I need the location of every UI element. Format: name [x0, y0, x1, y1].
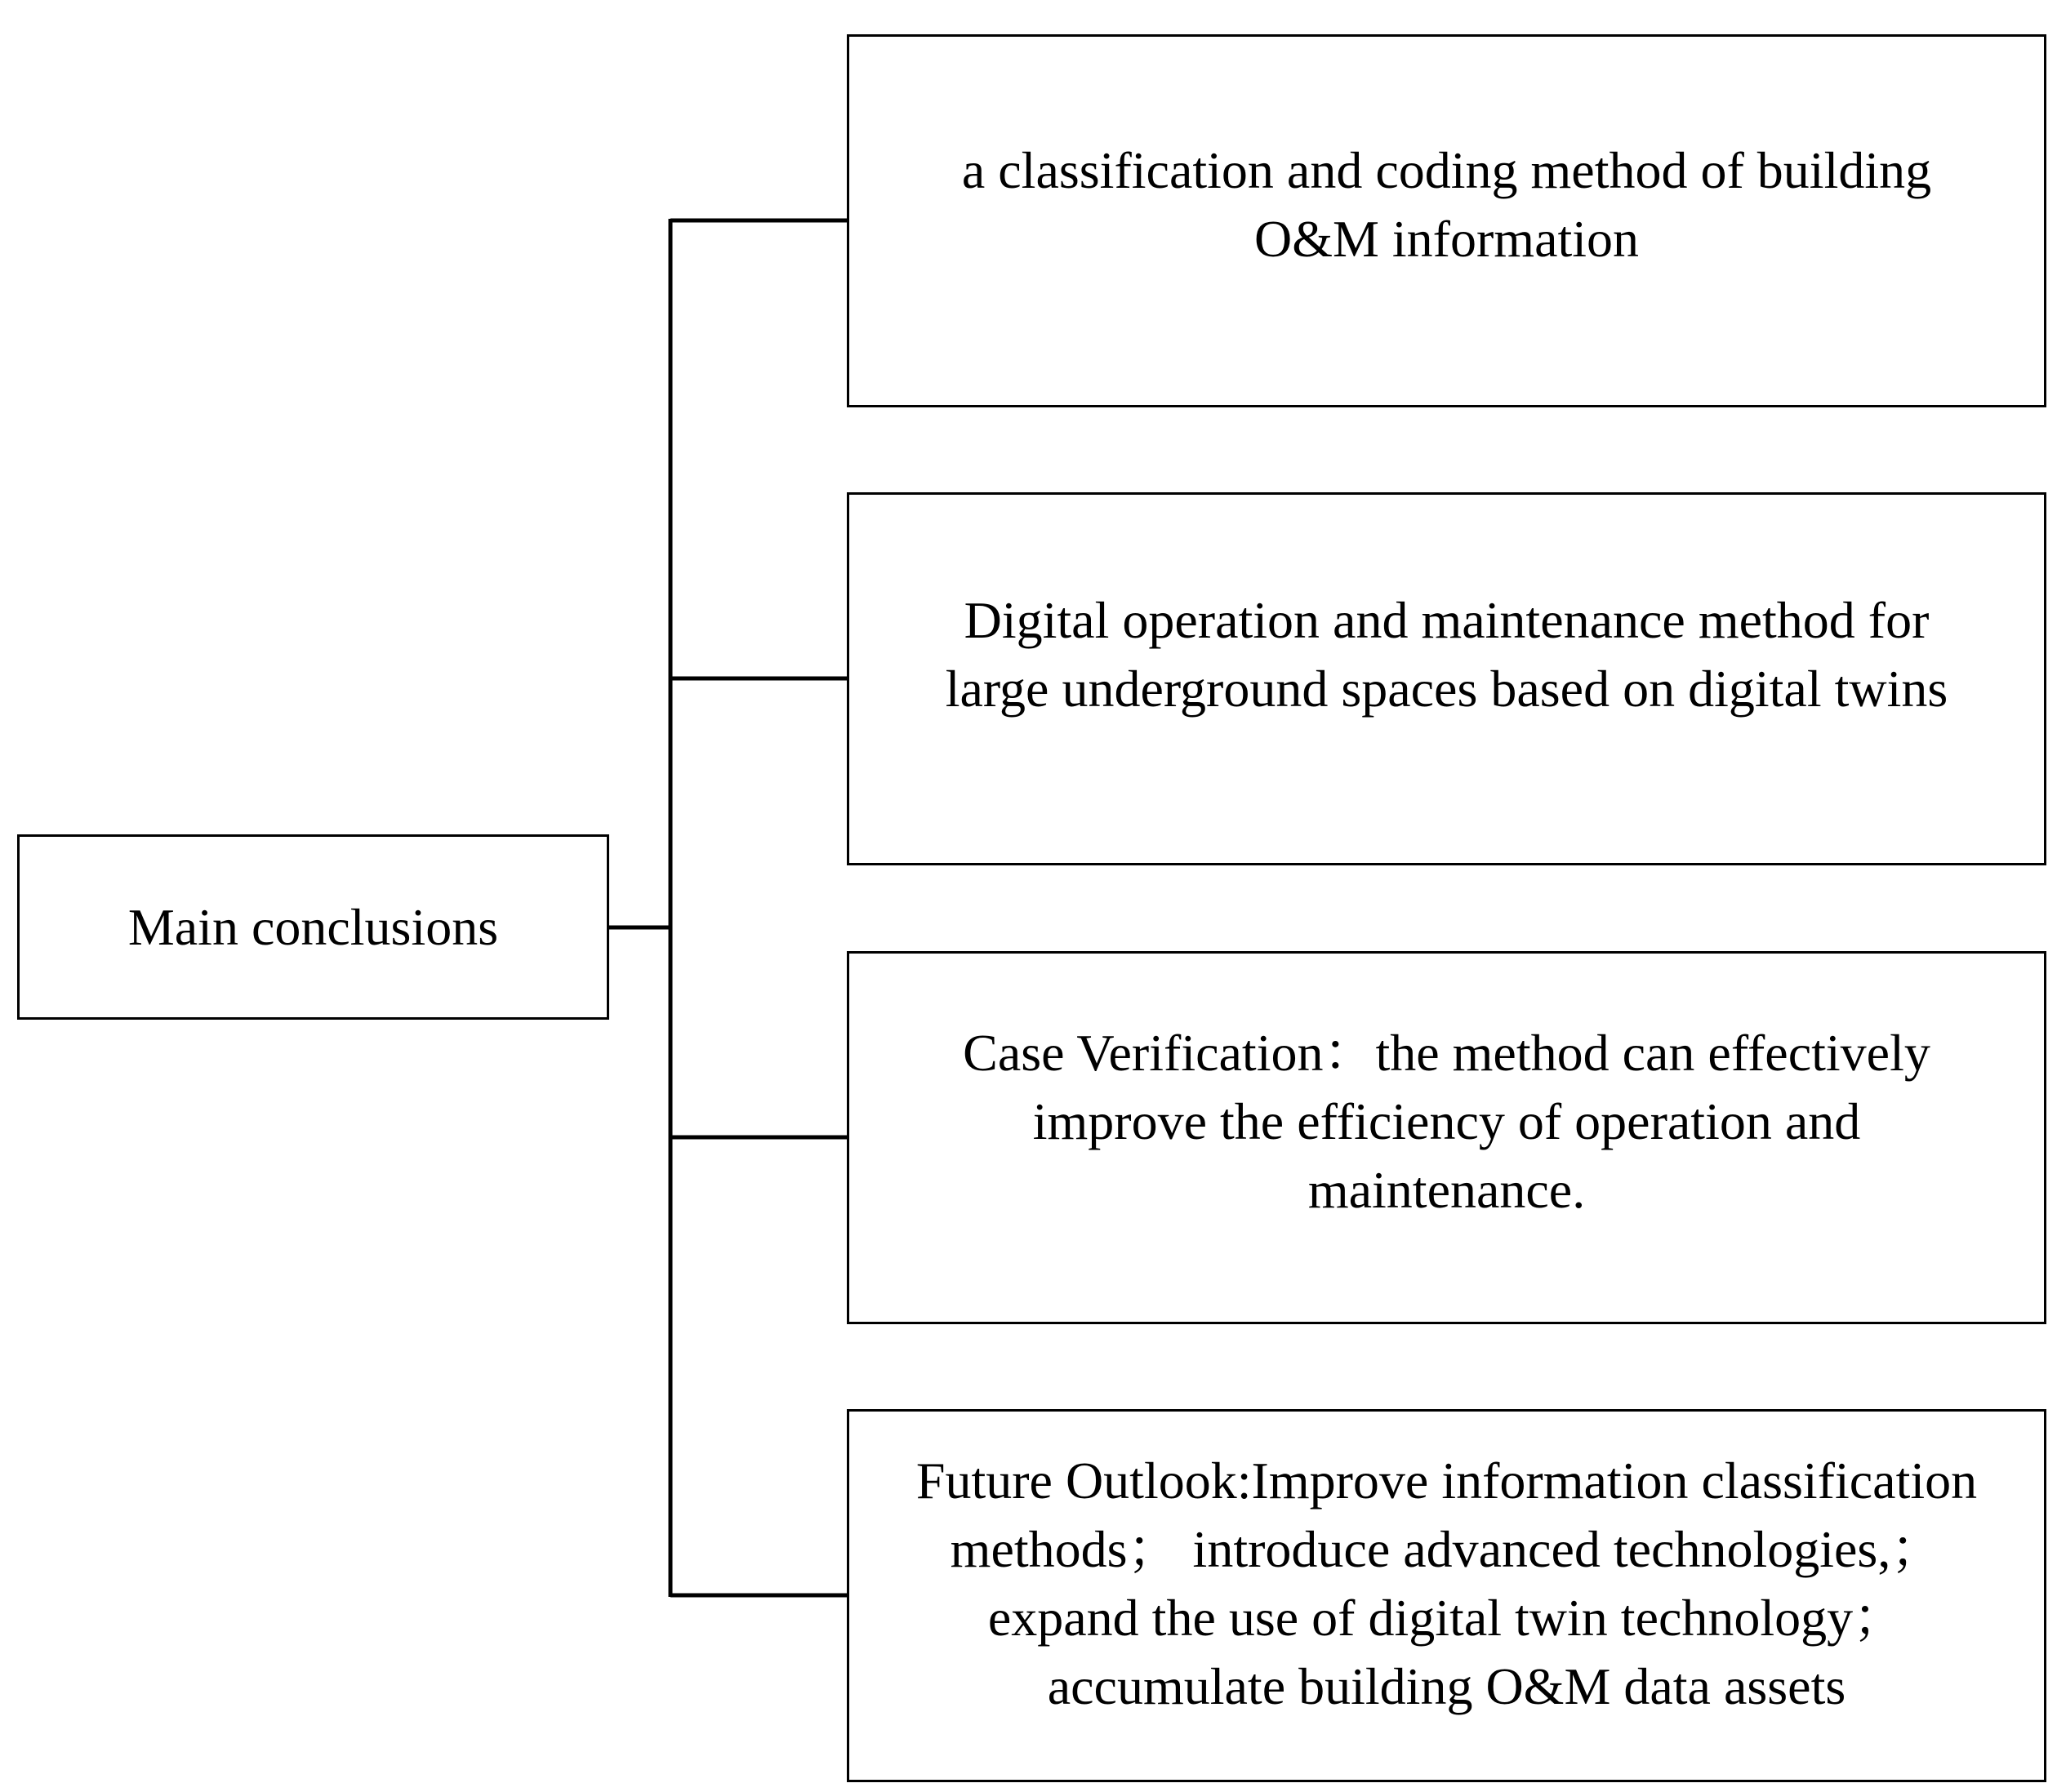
text-line: improve the efficiency of operation and: [1032, 1092, 1861, 1150]
text-line: methods； introduce advanced technologies,；: [950, 1519, 1943, 1578]
main-conclusions-label: Main conclusions: [127, 897, 499, 956]
text-line: O&M information: [1253, 209, 1640, 268]
text-line: maintenance.: [1307, 1160, 1586, 1219]
conclusion-text: [946, 136, 1948, 273]
conclusion-text: [946, 1019, 1947, 1225]
text-line: a classification and coding method of building: [961, 140, 1932, 199]
conclusion-box-digital-om-method: [847, 492, 2046, 865]
text-line: accumulate building O&M data assets: [1047, 1656, 1846, 1715]
main-conclusions-box: [17, 834, 609, 1020]
text-line: large underground spaces based on digital twins: [945, 659, 1948, 718]
text-line: Future Outlook:Improve information classification: [915, 1451, 1978, 1510]
conclusion-box-case-verification: [847, 951, 2046, 1324]
conclusion-text: [900, 1447, 1993, 1721]
text-line: expand the use of digital twin technology；: [987, 1588, 1906, 1647]
conclusion-text: [929, 586, 1965, 723]
conclusion-box-classification-coding: [847, 34, 2046, 407]
text-line: Digital operation and maintenance method for: [964, 590, 1930, 649]
text-line: Case Verification：the method can effectively: [963, 1023, 1930, 1082]
conclusion-box-future-outlook: [847, 1409, 2046, 1782]
